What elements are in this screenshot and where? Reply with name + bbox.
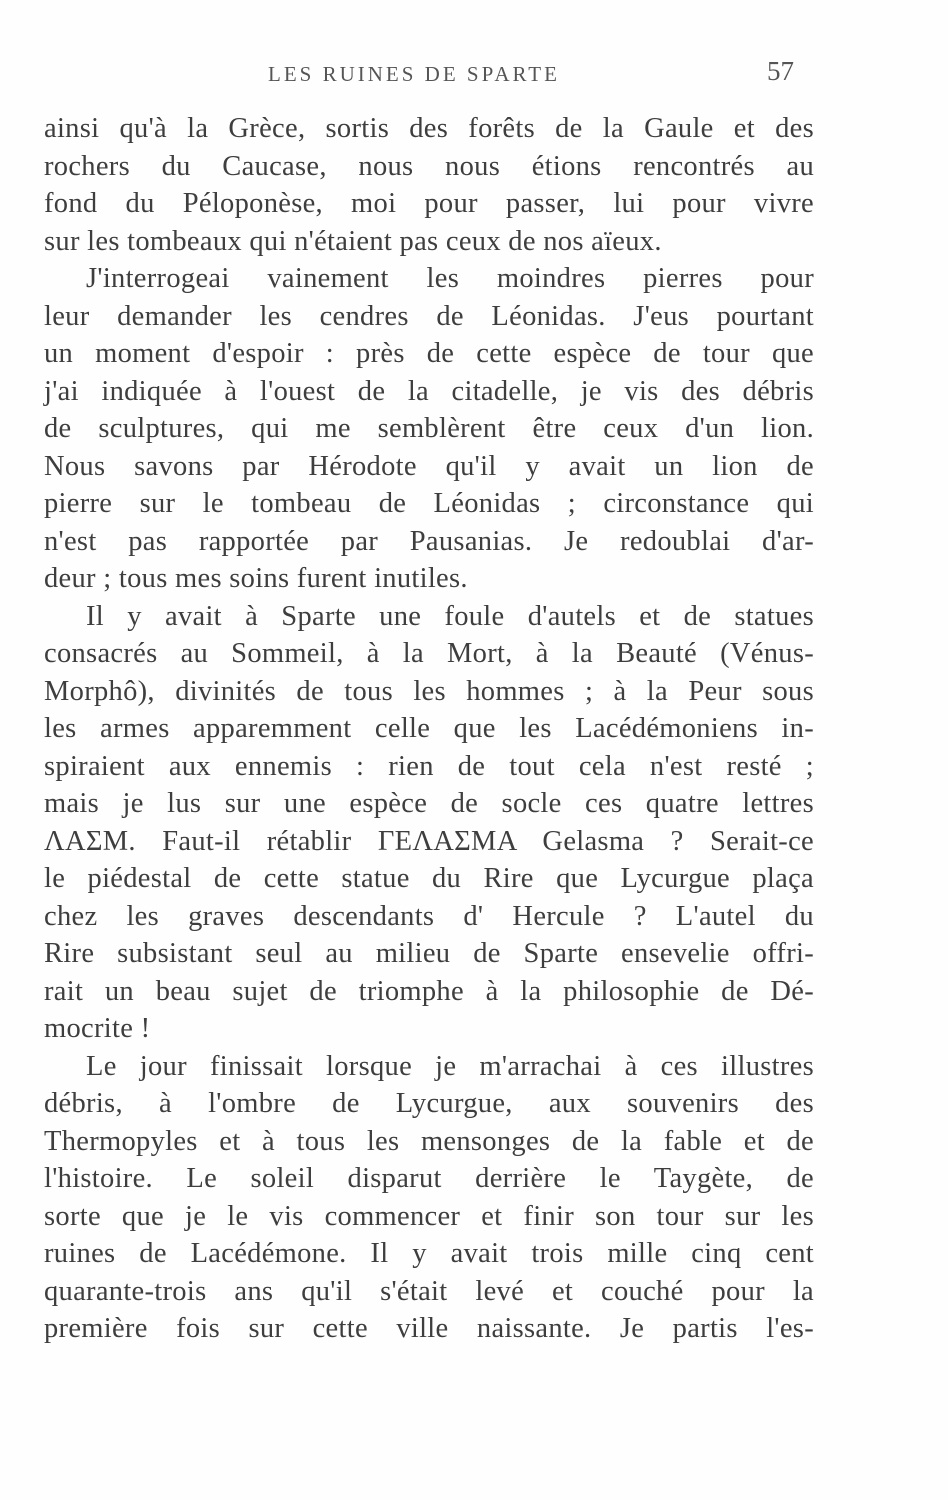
text-line: Rire subsistant seul au milieu de Sparte ensevelie offri- <box>44 938 814 969</box>
text-line: j'ai indiquée à l'ouest de la citadelle, je vis des débris <box>44 375 814 407</box>
text-line: Le jour finissait lorsque je m'arrachai à ces illustres <box>86 1050 814 1082</box>
text-line: le piédestal de cette statue du Rire que Lycurgue plaça <box>44 863 814 894</box>
text-line: sur les tombeaux qui n'étaient pas ceux de nos aïeux. <box>44 225 662 257</box>
text-line: ΛΑΣΜ. Faut-il rétablir ΓΕΛΑΣΜΑ Gelasma ? Serait-ce <box>44 825 814 857</box>
text-line: ruines de Lacédémone. Il y avait trois mille cinq cent <box>44 1238 814 1269</box>
text-line: J'interrogeai vainement les moindres pierres pour <box>86 263 814 294</box>
text-line: Il y avait à Sparte une foule d'autels et de statues <box>86 600 814 632</box>
text-line: Nous savons par Hérodote qu'il y avait un lion de <box>44 450 814 482</box>
text-line: sorte que je le vis commencer et finir son tour sur les <box>44 1200 814 1232</box>
text-line: quarante-trois ans qu'il s'était levé et couché pour la <box>44 1275 814 1307</box>
text-line: consacrés au Sommeil, à la Mort, à la Beauté (Vénus- <box>44 638 814 669</box>
text-line: les armes apparemment celle que les Lacédémoniens in- <box>44 713 814 744</box>
running-header <box>0 56 948 90</box>
text-line: première fois sur cette ville naissante. Je partis l'es- <box>44 1313 814 1344</box>
text-line: l'histoire. Le soleil disparut derrière le Taygète, de <box>44 1163 814 1194</box>
body-text <box>44 110 814 1348</box>
text-line: débris, à l'ombre de Lycurgue, aux souvenirs des <box>44 1088 814 1119</box>
text-line: rait un beau sujet de triomphe à la philosophie de Dé- <box>44 975 814 1007</box>
text-line: fond du Péloponèse, moi pour passer, lui pour vivre <box>44 188 814 219</box>
running-title: LES RUINES DE SPARTE <box>268 62 560 86</box>
text-line: mais je lus sur une espèce de socle ces quatre lettres <box>44 788 814 819</box>
text-line: mocrite ! <box>44 1013 151 1044</box>
page-number: 57 <box>767 56 794 86</box>
text-line: spiraient aux ennemis : rien de tout cela n'est resté ; <box>44 750 814 782</box>
text-line: leur demander les cendres de Léonidas. J'eus pourtant <box>44 300 814 332</box>
text-line: ainsi qu'à la Grèce, sortis des forêts de la Gaule et des <box>44 113 814 144</box>
text-line: deur ; tous mes soins furent inutiles. <box>44 563 468 594</box>
text-line: pierre sur le tombeau de Léonidas ; circonstance qui <box>44 488 814 519</box>
text-line: de sculptures, qui me semblèrent être ceux d'un lion. <box>44 413 814 444</box>
text-line: rochers du Caucase, nous nous étions rencontrés au <box>44 150 814 182</box>
text-line: n'est pas rapportée par Pausanias. Je redoublai d'ar- <box>44 525 814 557</box>
text-line: un moment d'espoir : près de cette espèce de tour que <box>44 338 814 369</box>
text-line: Morphô), divinités de tous les hommes ; à la Peur sous <box>44 675 814 707</box>
text-line: Thermopyles et à tous les mensonges de la fable et de <box>44 1125 814 1157</box>
text-line: chez les graves descendants d' Hercule ? L'autel du <box>44 900 814 932</box>
